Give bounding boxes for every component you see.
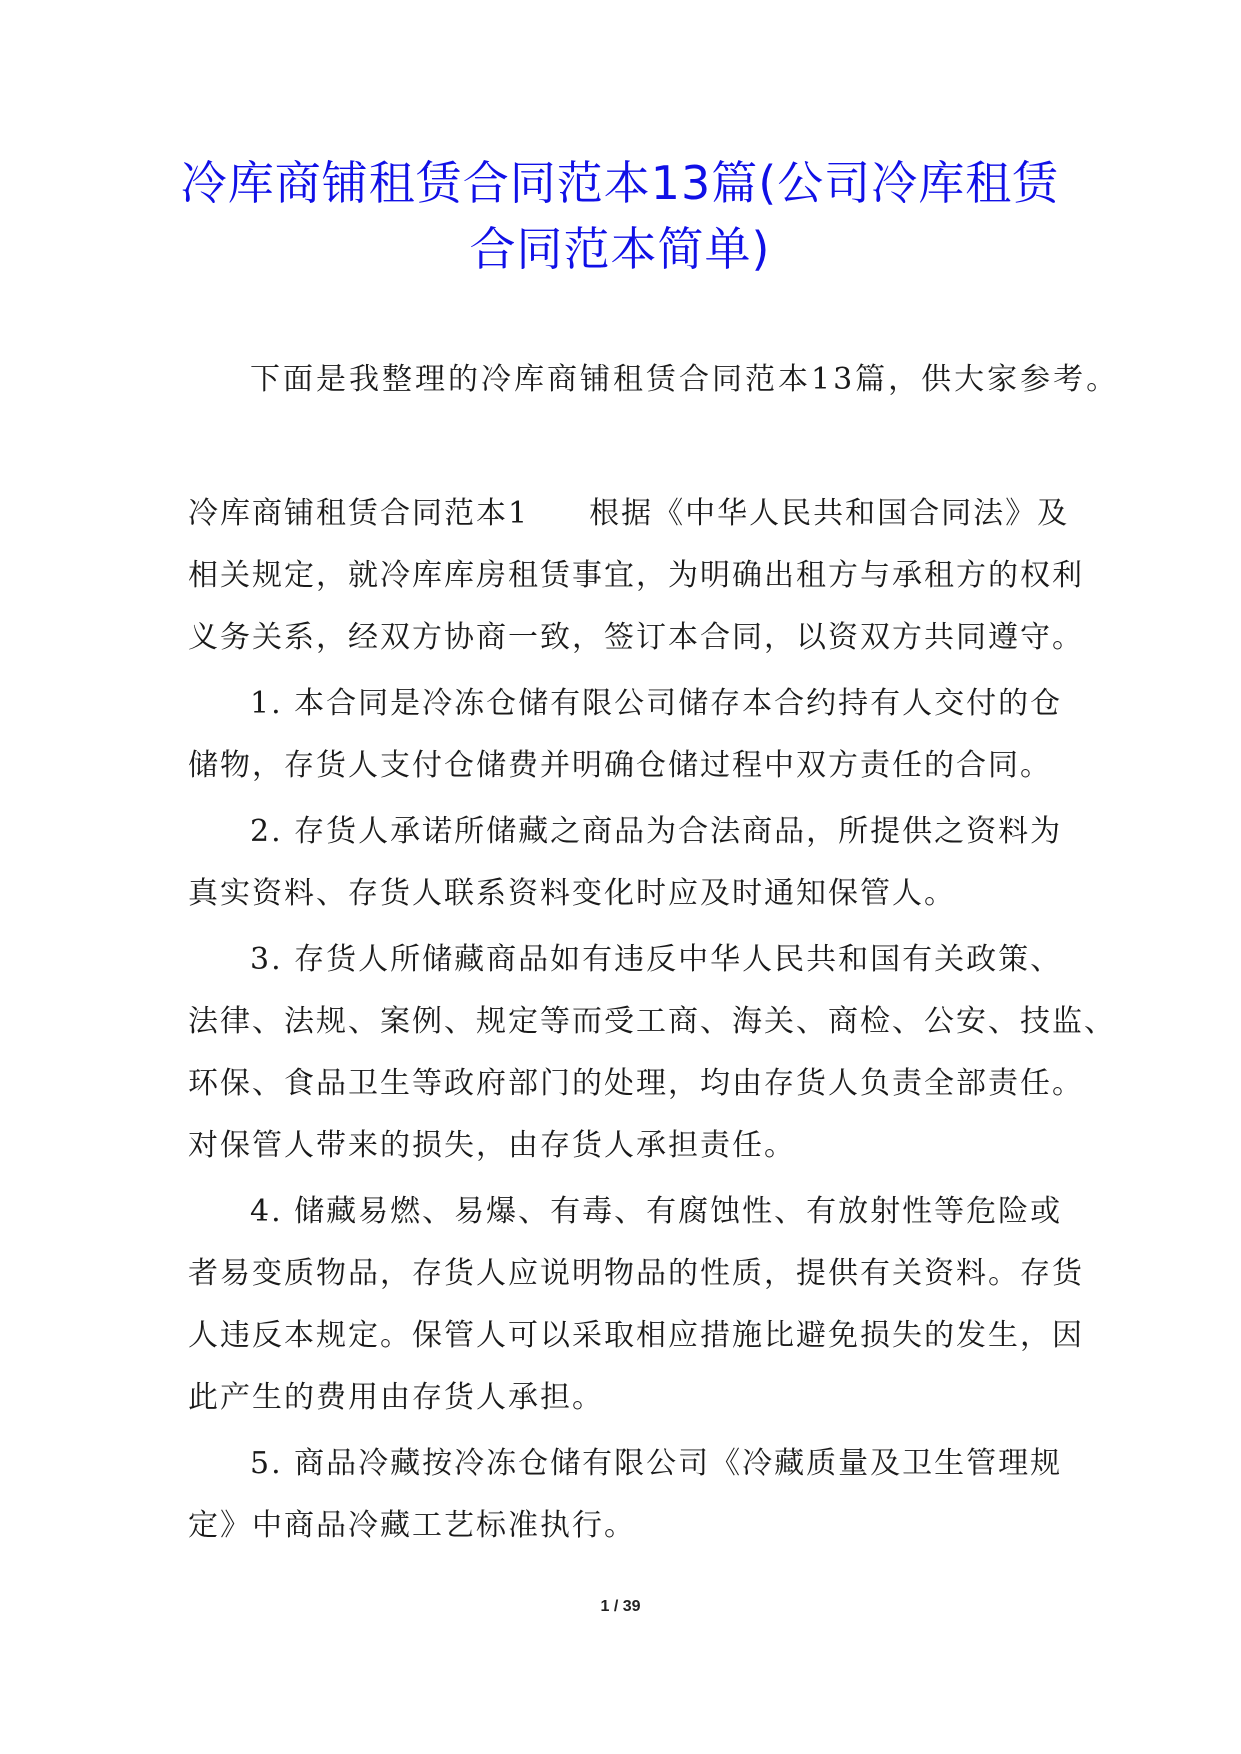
paragraph-line: 5. 商品冷藏按冷冻仓储有限公司《冷藏质量及卫生管理规 (250, 1446, 1063, 1481)
paragraph-line: 者易变质物品，存货人应说明物品的性质，提供有关资料。存货 (188, 1256, 1084, 1291)
paragraph-line: 人违反本规定。保管人可以采取相应措施比避免损失的发生，因 (188, 1318, 1084, 1353)
paragraph-line: 相关规定，就冷库库房租赁事宜，为明确出租方与承租方的权利 (188, 558, 1084, 593)
paragraph-line: 1. 本合同是冷冻仓储有限公司储存本合约持有人交付的仓 (250, 686, 1063, 721)
intro-paragraph: 下面是我整理的冷库商铺租赁合同范本13篇，供大家参考。 (250, 362, 1120, 397)
page-number: 1 / 39 (600, 1598, 641, 1615)
title-line-1: 冷库商铺租赁合同范本13篇(公司冷库租赁 (180, 156, 1060, 210)
paragraph-line: 此产生的费用由存货人承担。 (188, 1380, 604, 1415)
section-heading: 冷库商铺租赁合同范本1 (188, 496, 530, 531)
paragraph-line: 法律、法规、案例、规定等而受工商、海关、商检、公安、技监、 (188, 1004, 1116, 1039)
clause-3-paragraph (188, 929, 1116, 1177)
paragraph-line: 储物，存货人支付仓储费并明确仓储过程中双方责任的合同。 (188, 748, 1052, 783)
clause-2-paragraph (188, 801, 1063, 925)
paragraph-line: 3. 存货人所储藏商品如有违反中华人民共和国有关政策、 (250, 942, 1063, 977)
clause-1-paragraph (188, 673, 1063, 797)
paragraph-line: 2. 存货人承诺所储藏之商品为合法商品，所提供之资料为 (250, 814, 1063, 849)
document-title (170, 150, 1070, 282)
clause-4-paragraph (188, 1181, 1084, 1429)
paragraph-line: 对保管人带来的损失，由存货人承担责任。 (188, 1128, 796, 1163)
paragraph-line: 义务关系，经双方协商一致，签订本合同，以资双方共同遵守。 (188, 620, 1084, 655)
paragraph-line: 4. 储藏易燃、易爆、有毒、有腐蚀性、有放射性等危险或 (250, 1194, 1063, 1229)
section-1-opening-paragraph (188, 483, 1084, 669)
clause-5-paragraph (188, 1433, 1063, 1557)
paragraph-line: 冷库商铺租赁合同范本1 根据《中华人民共和国合同法》及 (188, 496, 1070, 531)
title-line-2: 合同范本简单) (469, 222, 771, 276)
paragraph-line: 定》中商品冷藏工艺标准执行。 (188, 1508, 636, 1543)
paragraph-line: 真实资料、存货人联系资料变化时应及时通知保管人。 (188, 876, 956, 911)
document-body (188, 483, 1116, 1557)
paragraph-line: 环保、食品卫生等政府部门的处理，均由存货人负责全部责任。 (188, 1066, 1084, 1101)
